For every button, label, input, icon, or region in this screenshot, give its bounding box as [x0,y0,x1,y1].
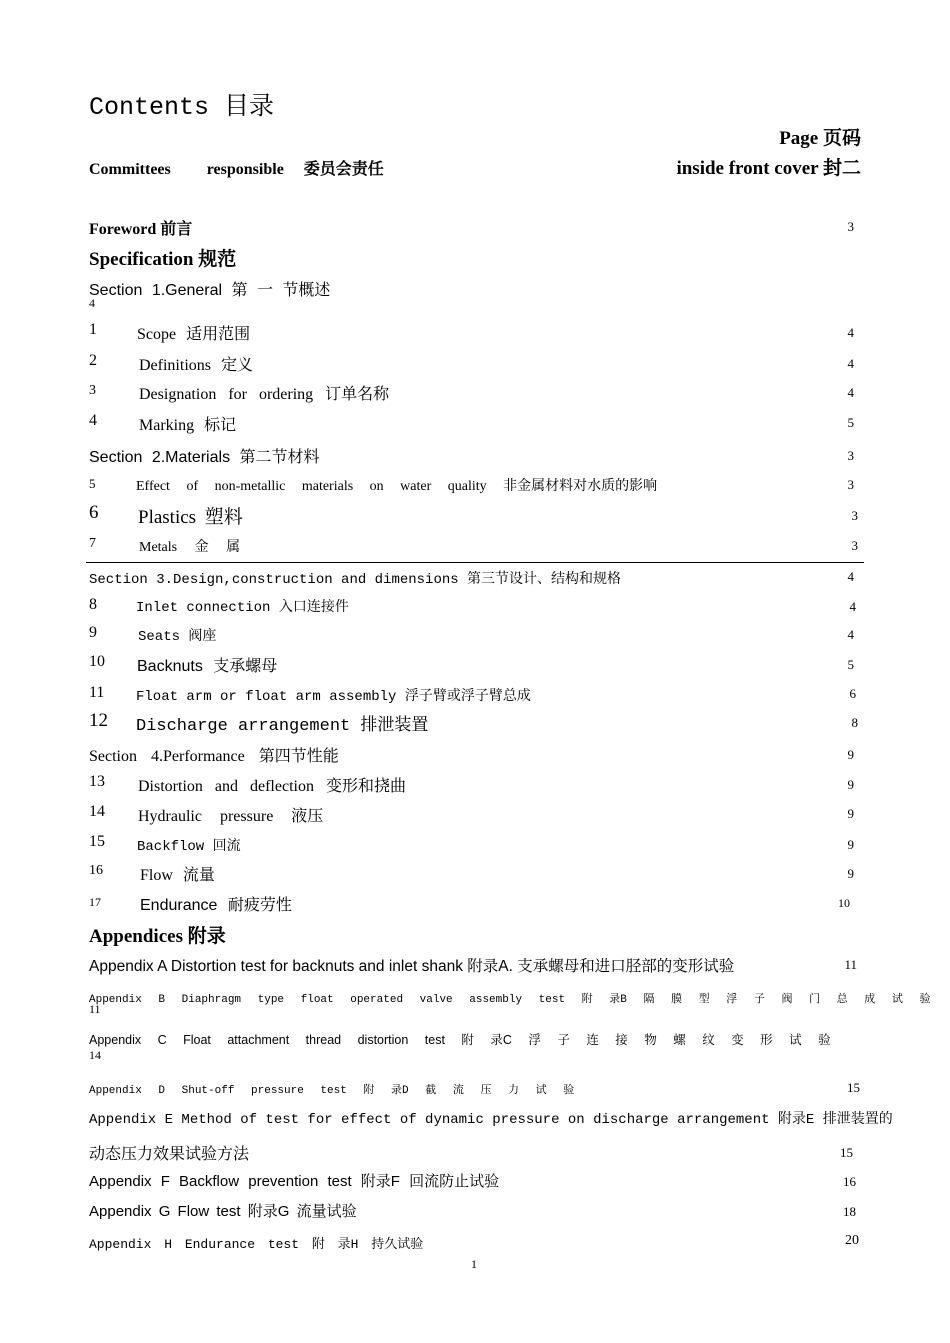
appendix-e-entry[interactable]: Appendix E Method of test for effect of dynamic pressure on discharge arrangement 附录E 排泄装置的 [89,1112,893,1128]
toc-entry-float-arm[interactable]: Float arm or float arm assembly 浮子臂或浮子臂总成 [136,689,531,705]
toc-page: 3 [851,538,858,553]
section-4-page: 9 [847,747,854,762]
toc-page: 5 [847,657,854,672]
toc-num: 10 [89,653,105,670]
inside-cover-label: inside front cover 封二 [676,158,861,179]
appendix-f-entry[interactable]: Appendix F Backflow prevention test 附录F 回流防止试验 [89,1173,500,1190]
appendix-c-entry[interactable]: Appendix C Float attachment thread distortion test 附 录C 浮 子 连 接 物 螺 纹 变 形 试 验 [89,1033,831,1047]
toc-entry-designation[interactable]: Designation for ordering 订单名称 [139,386,390,403]
committees-label: Committees responsible 委员会责任 [89,161,384,178]
toc-num: 2 [89,352,97,369]
toc-page: 15 [840,1145,853,1160]
toc-entry-metals[interactable]: Metals 金 属 [139,540,241,555]
page-title: Contents 目录 [89,93,275,122]
toc-num: 8 [89,596,97,613]
toc-page: 4 [847,356,854,371]
appendix-d-entry[interactable]: Appendix D Shut-off pressure test 附 录D 截 流 压 力 试 验 [89,1085,575,1097]
toc-entry-flow[interactable]: Flow 流量 [140,867,215,884]
toc-entry-marking[interactable]: Marking 标记 [139,417,237,434]
toc-num: 9 [89,624,97,641]
toc-num: 16 [89,863,103,878]
toc-entry-distortion[interactable]: Distortion and deflection 变形和挠曲 [138,778,406,795]
page-number: 1 [471,1257,477,1271]
toc-page: 6 [849,686,856,701]
appendices-heading: Appendices 附录 [89,926,226,947]
toc-page: 5 [847,415,854,430]
toc-page: 9 [847,866,854,881]
toc-page: 4 [847,627,854,642]
toc-page: 4 [847,325,854,340]
section-3-page: 4 [847,569,854,584]
divider-rule [86,562,864,563]
section-3-heading[interactable]: Section 3.Design,construction and dimensions 第三节设计、结构和规格 [89,572,622,588]
toc-page: 15 [847,1080,860,1095]
toc-page: 20 [845,1233,859,1248]
toc-num: 15 [89,833,105,850]
toc-entry-endurance[interactable]: Endurance 耐疲劳性 [140,897,292,914]
toc-page: 4 [847,385,854,400]
section-1-page: 4 [89,296,95,310]
toc-num: 17 [89,895,101,909]
appendix-a-entry[interactable]: Appendix A Distortion test for backnuts and inlet shank 附录A. 支承螺母和进口胫部的变形试验 [89,958,735,975]
toc-entry-effect-materials[interactable]: Effect of non-metallic materials on water quality 非金属材料对水质的影响 [136,479,658,494]
toc-entry-discharge[interactable]: Discharge arrangement 排泄装置 [136,717,429,736]
section-2-page: 3 [847,448,854,463]
toc-entry-backnuts[interactable]: Backnuts 支承螺母 [137,658,278,675]
toc-page: 11 [844,957,857,972]
toc-num: 11 [89,684,105,701]
toc-page: 8 [851,715,858,730]
toc-page: 9 [847,837,854,852]
toc-num: 4 [89,412,97,429]
appendix-c-page: 14 [89,1048,101,1062]
toc-num: 14 [89,803,105,820]
section-2-heading[interactable]: Section 2.Materials 第二节材料 [89,449,320,466]
toc-entry-seats[interactable]: Seats 阀座 [138,629,217,645]
section-4-heading[interactable]: Section 4.Performance 第四节性能 [89,748,339,765]
foreword-page: 3 [847,219,854,234]
toc-num: 13 [89,773,105,790]
toc-entry-scope[interactable]: Scope 适用范围 [137,326,251,343]
appendix-e-continuation: 动态压力效果试验方法 [89,1146,250,1163]
toc-entry-plastics[interactable]: Plastics 塑料 [138,507,243,528]
toc-entry-backflow[interactable]: Backflow 回流 [137,839,241,855]
appendix-b-page: 11 [89,1002,101,1016]
toc-page: 10 [838,896,850,910]
toc-entry-hydraulic[interactable]: Hydraulic pressure 液压 [138,808,324,825]
toc-page: 9 [847,777,854,792]
toc-entry-definitions[interactable]: Definitions 定义 [139,357,253,374]
toc-num: 3 [89,383,96,398]
toc-num: 7 [89,536,96,551]
section-1-heading[interactable]: Section 1.General 第 一 节概述 [89,282,331,299]
toc-page: 3 [847,477,854,492]
toc-num: 6 [89,502,99,523]
specification-heading: Specification 规范 [89,249,237,270]
toc-page: 16 [843,1174,856,1189]
toc-num: 12 [89,710,108,731]
toc-page: 18 [843,1204,856,1219]
foreword-entry[interactable] [89,216,192,239]
toc-entry-inlet-connection[interactable]: Inlet connection 入口连接件 [136,600,349,616]
toc-page: 9 [847,806,854,821]
foreword-label: Foreword 前言 [89,221,193,238]
appendix-g-entry[interactable]: Appendix G Flow test 附录G 流量试验 [89,1203,357,1220]
appendix-b-entry[interactable]: Appendix B Diaphragm type float operated valve assembly test 附 录B 隔 膜 型 浮 子 阀 门 总 成 试 验 [89,994,931,1006]
toc-num: 1 [89,321,97,338]
toc-num: 5 [89,476,96,491]
page-column-label: Page 页码 [779,128,861,149]
toc-page: 4 [849,599,856,614]
appendix-h-entry[interactable]: Appendix H Endurance test 附 录H 持久试验 [89,1237,424,1252]
toc-page: 3 [851,508,858,523]
